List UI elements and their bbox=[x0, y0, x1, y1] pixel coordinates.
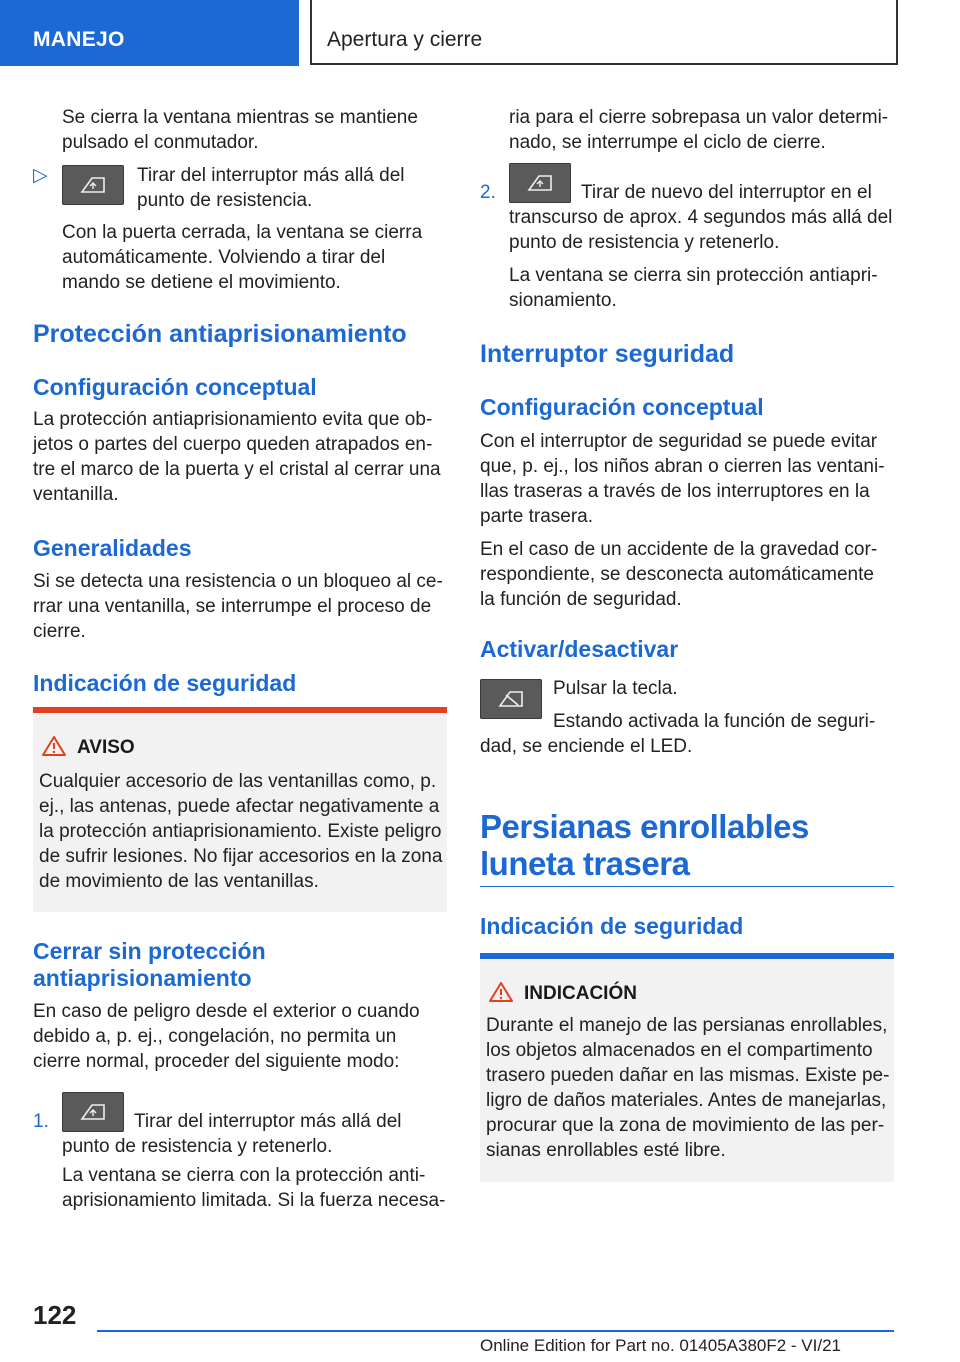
note-bar bbox=[480, 953, 894, 959]
generalidades-paragraph: Si se detecta una resistencia o un bloqueo al cerrar una ventanilla, se interrumpe el proceso de cierre. bbox=[33, 571, 443, 642]
intro-paragraph: Se cierra la ventana mientras se mantiene pulsado el conmutador. bbox=[62, 107, 418, 153]
note-title: INDICACIÓN bbox=[524, 983, 637, 1004]
chapter-header bbox=[310, 0, 898, 65]
continued-paragraph: ria para el cierre sobrepasa un valor determinado, se interrumpe el ciclo de cierre. bbox=[509, 107, 889, 153]
activar-step-1: Pulsar la tecla. bbox=[553, 678, 678, 699]
warning-box bbox=[33, 707, 447, 912]
warning-title: AVISO bbox=[77, 737, 135, 758]
bullet-marker: ▷ bbox=[33, 165, 48, 186]
step-2-number: 2. bbox=[480, 182, 496, 203]
warning-icon bbox=[488, 981, 514, 1003]
cerrar-paragraph: En caso de peligro desde el exterior o cuando debido a, p. ej., congelación, no permita un cierre normal, proceder del siguiente modo: bbox=[33, 1001, 420, 1072]
configuracion-paragraph: La protección antiaprisionamiento evita que objetos o partes del cuerpo queden atrapados entre el marco de la puerta y el cristal al cerrar una ventanilla. bbox=[33, 409, 441, 505]
section-tab bbox=[0, 0, 299, 66]
big-heading-line-2: luneta trasera bbox=[480, 845, 690, 882]
warning-bar bbox=[33, 707, 447, 713]
step-2-subtext: La ventana se cierra sin protección antiaprisionamiento. bbox=[509, 265, 878, 311]
note-box bbox=[480, 953, 894, 1182]
step-2-text: Tirar de nuevo del interruptor en el transcurso de aprox. 4 segundos más allá del punto de resistencia y retenerlo. bbox=[509, 182, 893, 253]
note-text: Durante el manejo de las persianas enrollables, los objetos almacenados en el compartimento trasero pueden dañar en las mismas. Existe peligro de daños materiales. Antes de manejarlas, procurar que la zona de movimiento de las persianas enrollables esté libre. bbox=[486, 1015, 890, 1161]
edition-text: Online Edition for Part no. 01405A380F2 - VI/21 bbox=[480, 1336, 842, 1355]
step-1-number: 1. bbox=[33, 1111, 49, 1132]
chapter-title: Apertura y cierre bbox=[327, 28, 483, 51]
footer-rule bbox=[97, 1330, 894, 1332]
heading-seguridad: Indicación de seguridad bbox=[33, 670, 297, 696]
activar-step-2: Estando activada la función de seguridad, se enciende el LED. bbox=[480, 711, 876, 757]
heading-configuracion: Configuración conceptual bbox=[33, 374, 317, 400]
heading-generalidades: Generalidades bbox=[33, 535, 192, 561]
heading-configuracion-2: Configuración conceptual bbox=[480, 394, 764, 420]
heading-interruptor: Interruptor seguridad bbox=[480, 340, 735, 368]
page-number: 122 bbox=[33, 1300, 77, 1330]
auto-close-paragraph: Con la puerta cerrada, la ventana se cierra automáticamente. Volviendo a tirar del mando se detiene el movimiento. bbox=[62, 222, 423, 293]
section-label: MANEJO bbox=[33, 28, 125, 51]
warning-text: Cualquier accesorio de las ventanillas como, p. ej., las antenas, puede afectar negativamente a la protección antiaprisionamiento. Existe peligro de sufrir lesiones. No fijar accesorios en la zona de movimiento de las ventanillas. bbox=[39, 771, 443, 892]
heading-cerrar-sin-proteccion: Cerrar sin protección antiaprisionamiento bbox=[33, 938, 266, 991]
big-heading-line-1: Persianas enrollables bbox=[480, 808, 809, 845]
step-1-text: Tirar del interruptor más allá del punto de resistencia y retenerlo. bbox=[62, 1111, 402, 1157]
step-1-subtext: La ventana se cierra con la protección antiaprisionamiento limitada. Si la fuerza necesa- bbox=[62, 1165, 446, 1211]
window-switch-icon bbox=[62, 165, 124, 205]
heading-rule bbox=[480, 886, 894, 887]
heading-activar: Activar/desactivar bbox=[480, 636, 679, 662]
interruptor-paragraph-1: Con el interruptor de seguridad se puede evitar que, p. ej., los niños abran o cierren las ventanillas traseras a través de los interruptores en la parte trasera. bbox=[480, 431, 885, 527]
heading-proteccion: Protección antiaprisionamiento bbox=[33, 320, 407, 348]
interruptor-paragraph-2: En el caso de un accidente de la gravedad correspondiente, se desconecta automáticamente la función de seguridad. bbox=[480, 539, 878, 610]
warning-icon bbox=[41, 735, 67, 757]
bullet-text: Tirar del interruptor más allá del punto de resistencia. bbox=[137, 165, 405, 211]
heading-seguridad-2: Indicación de seguridad bbox=[480, 913, 744, 939]
